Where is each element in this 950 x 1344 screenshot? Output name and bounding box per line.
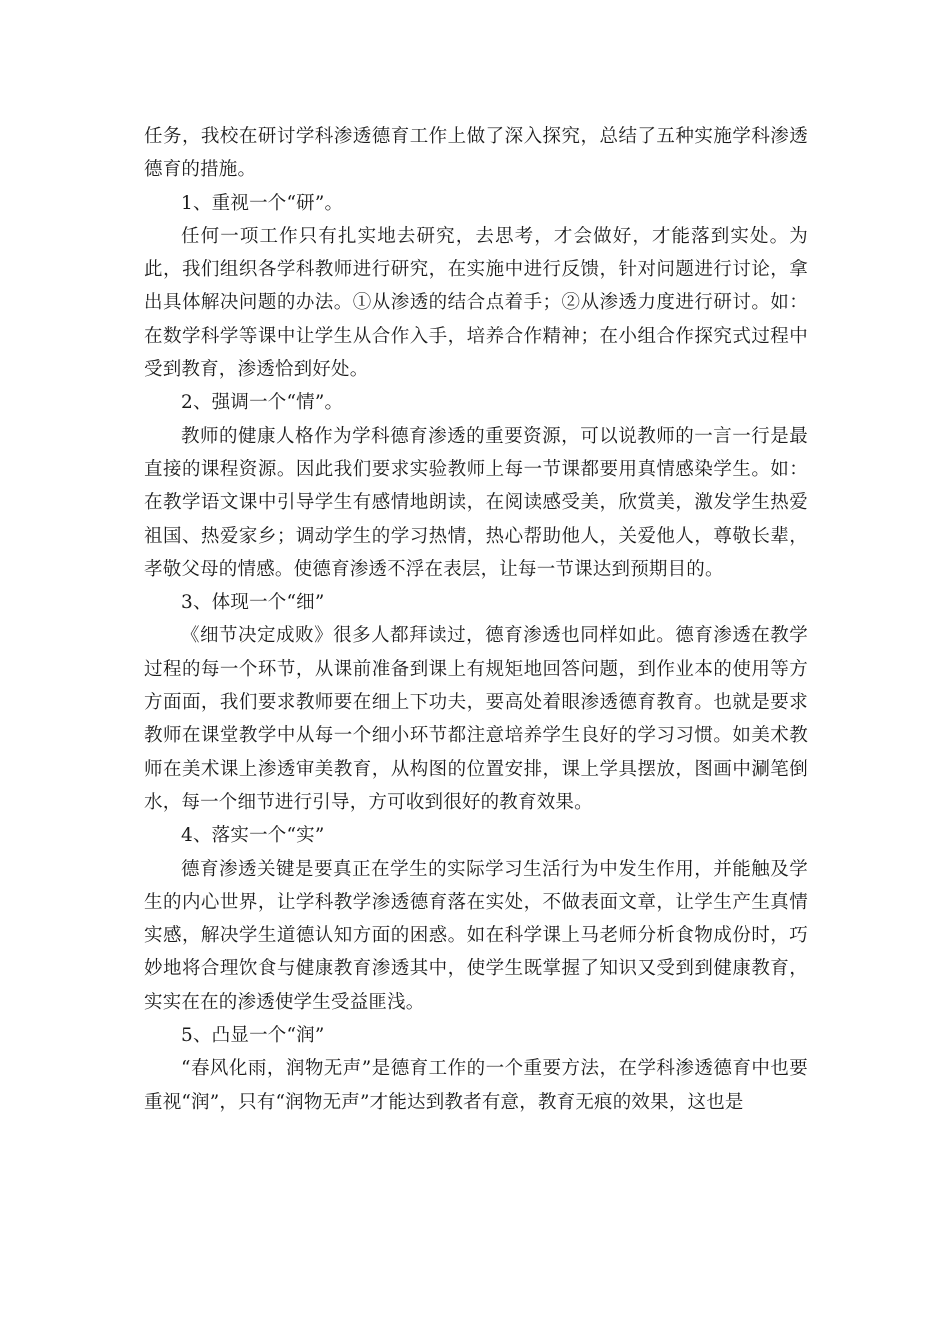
section-heading-xi: 3、体现一个“细” <box>181 592 325 614</box>
section-body-xi: 《细节决定成败》很多人都拜读过，德育渗透也同样如此。德育渗透在教学过程的每一个环节，从课前准备到课上有规矩地回答问题，到作业本的使用等方方面面，我们要求教师要在细上下功夫，要高处着眼渗透德育教育。也就是要求教师在课堂教学中从每一个细小环节都注意培养学生良好的学习习惯。如美术教师在美术课上渗透审美教育，从构图的位置安排，课上学具摆放，图画中涮笔倒水，每一个细节进行引导，方可收到很好的教育效果。 <box>144 625 808 813</box>
section-heading-run: 5、凸显一个“润” <box>181 1025 325 1047</box>
section-body-shi: 德育渗透关键是要真正在学生的实际学习生活行为中发生作用，并能触及学生的内心世界，让学科教学渗透德育落在实处，不做表面文章，让学生产生真情实感，解决学生道德认知方面的困惑。如在科学课上马老师分析食物成份时，巧妙地将合理饮食与健康教育渗透其中，使学生既掌握了知识又受到到健康教育，实实在在的渗透使学生受益匪浅。 <box>144 858 808 1013</box>
section-heading-yan: 1、重视一个“研”。 <box>181 192 344 214</box>
intro-paragraph: 任务，我校在研讨学科渗透德育工作上做了深入探究，总结了五种实施学科渗透德育的措施。 <box>144 126 808 181</box>
document-body <box>144 120 808 1119</box>
section-body-run: “春风化雨，润物无声”是德育工作的一个重要方法，在学科渗透德育中也要重视“润”，只有“润物无声”才能达到教者有意，教育无痕的效果，这也是 <box>144 1058 808 1113</box>
section-body-yan: 任何一项工作只有扎实地去研究，去思考，才会做好，才能落到实处。为此，我们组织各学科教师进行研究，在实施中进行反馈，针对问题进行讨论，拿出具体解决问题的办法。①从渗透的结合点着手；②从渗透力度进行研讨。如：在数学科学等课中让学生从合作入手，培养合作精神；在小组合作探究式过程中受到教育，渗透恰到好处。 <box>144 225 808 381</box>
section-heading-qing: 2、强调一个“情”。 <box>181 392 344 414</box>
section-body-qing: 教师的健康人格作为学科德育渗透的重要资源，可以说教师的一言一行是最直接的课程资源。因此我们要求实验教师上每一节课都要用真情感染学生。如：在教学语文课中引导学生有感情地朗读，在阅读感受美，欣赏美，激发学生热爱祖国、热爱家乡；调动学生的学习热情，热心帮助他人，关爱他人，尊敬长辈，孝敬父母的情感。使德育渗透不浮在表层，让每一节课达到预期目的。 <box>144 425 808 580</box>
section-heading-shi: 4、落实一个“实” <box>181 825 325 847</box>
